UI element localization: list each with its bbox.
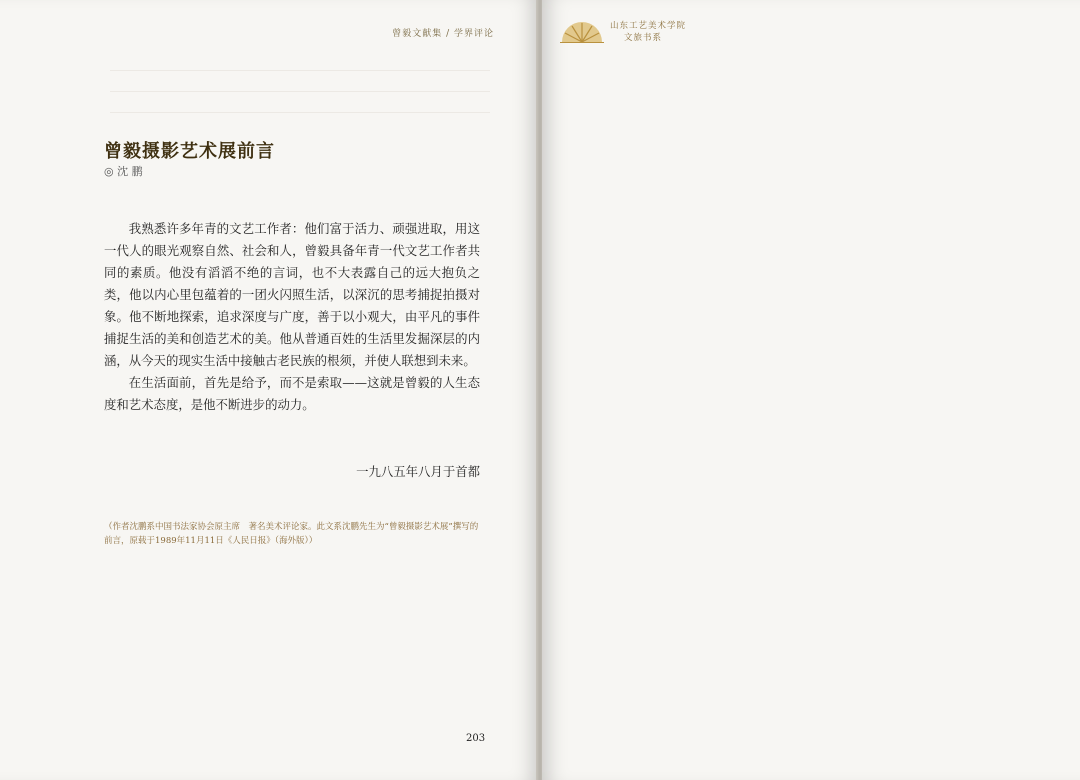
footnote: （作者沈鹏系中国书法家协会原主席 著名美术评论家。此文系沈鹏先生为“曾毅摄影艺术展”撰写的前言，原载于1989年11月11日《人民日报》（海外版）） [104,522,479,546]
signoff-date: 一九八五年八月于首都 [356,464,480,479]
sunburst-logo-icon [558,18,606,44]
logo-text-line: 山东工艺美术学院 [610,21,687,31]
page-title: 曾毅摄影艺术展前言 [104,141,275,162]
running-head: 曾毅文献集 / 学界评论 [392,29,494,39]
body-text [104,218,480,416]
logo-text-line: 文旅书系 [624,33,663,43]
logo-text [610,20,686,44]
left-page [0,0,538,780]
right-page [542,0,1080,780]
paragraph: 我熟悉许多年青的文艺工作者：他们富于活力、顽强进取，用这一代人的眼光观察自然、社会和人，曾毅具备年青一代文艺工作者共同的素质。他没有滔滔不绝的言词，也不大表露自己的远大抱负之类，他以内心里包蕴着的一团火闪照生活，以深沉的思考捕捉拍摄对象。他不断地探索，追求深度与广度，善于以小观大，由平凡的事件捕捉生活的美和创造艺术的美。他从普通百姓的生活里发掘深层的内涵，从今天的现实生活中接触古老民族的根须，并使人联想到未来。 [104,221,480,368]
paragraph: 在生活面前，首先是给予，而不是索取——这就是曾毅的人生态度和艺术态度，是他不断进步的动力。 [104,375,480,412]
page-number: 203 [466,733,486,744]
publisher-logo [558,18,688,48]
author-byline: ◎ 沈 鹏 [104,165,143,178]
